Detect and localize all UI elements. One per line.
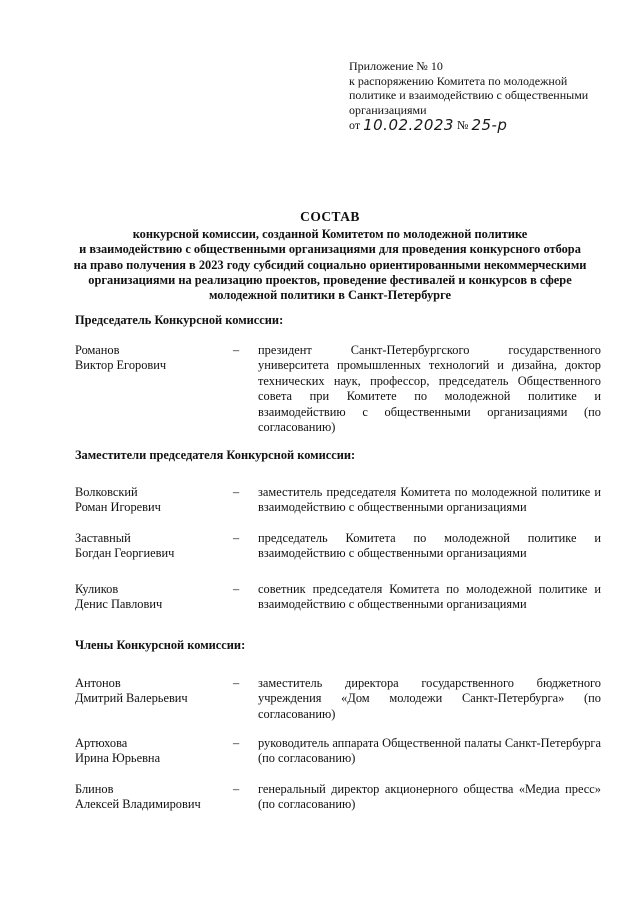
date-prefix: от <box>349 118 361 132</box>
member-role: руководитель аппарата Общественной палаты Санкт-Петербурга (по согласованию) <box>258 736 601 766</box>
heading-members: Члены Конкурсной комиссии: <box>75 638 246 652</box>
dash-separator: – <box>233 782 240 796</box>
member-given-name: Виктор Егорович <box>75 358 167 373</box>
title-line-5: молодежной политики в Санкт-Петербурге <box>208 288 452 303</box>
title-line-2: и взаимодействию с общественными организациями для проведения конкурсного отбора <box>79 242 581 257</box>
member-given-name: Роман Игоревич <box>75 500 161 515</box>
dash-separator: – <box>233 582 240 596</box>
heading-chairman: Председатель Конкурсной комиссии: <box>75 313 284 327</box>
number-prefix: № <box>456 118 469 132</box>
member-name <box>75 343 235 374</box>
appendix-line-1: Приложение № 10 <box>349 59 443 73</box>
member-surname: Артюхова <box>75 736 128 750</box>
title-line-4: организациями на реализацию проектов, проведение фестивалей и конкурсов в сфере <box>88 272 572 287</box>
member-role: советник председателя Комитета по молодежной политике и взаимодействию с общественными организациями <box>258 582 601 612</box>
member-name <box>75 782 235 813</box>
member-given-name: Дмитрий Валерьевич <box>75 691 188 706</box>
member-surname: Романов <box>75 343 120 357</box>
dash-separator: – <box>233 531 240 545</box>
handwritten-date: 10.02.2023 <box>363 116 454 134</box>
member-surname: Куликов <box>75 582 119 596</box>
dash-separator: – <box>233 343 240 357</box>
title-line-3: на право получения в 2023 году субсидий социально ориентированными некоммерческими <box>73 257 587 272</box>
appendix-line-2: к распоряжению Комитета по молодежной <box>349 73 568 88</box>
member-surname: Блинов <box>75 782 114 796</box>
member-role: генеральный директор акционерного общества «Медиа пресс» (по согласованию) <box>258 782 601 812</box>
document-title <box>60 209 600 303</box>
title-main: СОСТАВ <box>300 209 360 224</box>
member-role: заместитель директора государственного бюджетного учреждения «Дом молодежи Санкт-Петербурга» (по согласованию) <box>258 676 601 721</box>
appendix-line-4: организациями <box>349 102 427 117</box>
appendix-header <box>349 59 609 133</box>
heading-deputies: Заместители председателя Конкурсной комиссии: <box>75 448 356 462</box>
member-given-name: Алексей Владимирович <box>75 797 201 812</box>
handwritten-number: 25-р <box>471 116 508 134</box>
member-given-name: Богдан Георгиевич <box>75 546 175 561</box>
member-given-name: Денис Павлович <box>75 597 163 612</box>
title-line-1: конкурсной комиссии, созданной Комитетом по молодежной политике <box>132 227 528 242</box>
dash-separator: – <box>233 736 240 750</box>
member-surname: Волковский <box>75 485 138 499</box>
member-name <box>75 736 235 767</box>
member-surname: Антонов <box>75 676 121 690</box>
member-given-name: Ирина Юрьевна <box>75 751 161 766</box>
appendix-line-3: политике и взаимодействию с общественными <box>349 88 589 102</box>
member-name <box>75 485 235 516</box>
member-surname: Заставный <box>75 531 131 545</box>
dash-separator: – <box>233 676 240 690</box>
member-name <box>75 531 235 562</box>
member-role: заместитель председателя Комитета по молодежной политике и взаимодействию с общественными организациями <box>258 485 601 515</box>
member-name <box>75 582 235 613</box>
member-role: председатель Комитета по молодежной политике и взаимодействию с общественными организациями <box>258 531 601 561</box>
member-name <box>75 676 235 707</box>
dash-separator: – <box>233 485 240 499</box>
member-role: президент Санкт-Петербургского государственного университета промышленных технологий и дизайна, доктор технических наук, профессор, председатель Общественного совета при Комитете по молодежной политике и взаимодействию с общественными организациями (по согласованию) <box>258 343 601 435</box>
appendix-date-line <box>349 117 609 133</box>
